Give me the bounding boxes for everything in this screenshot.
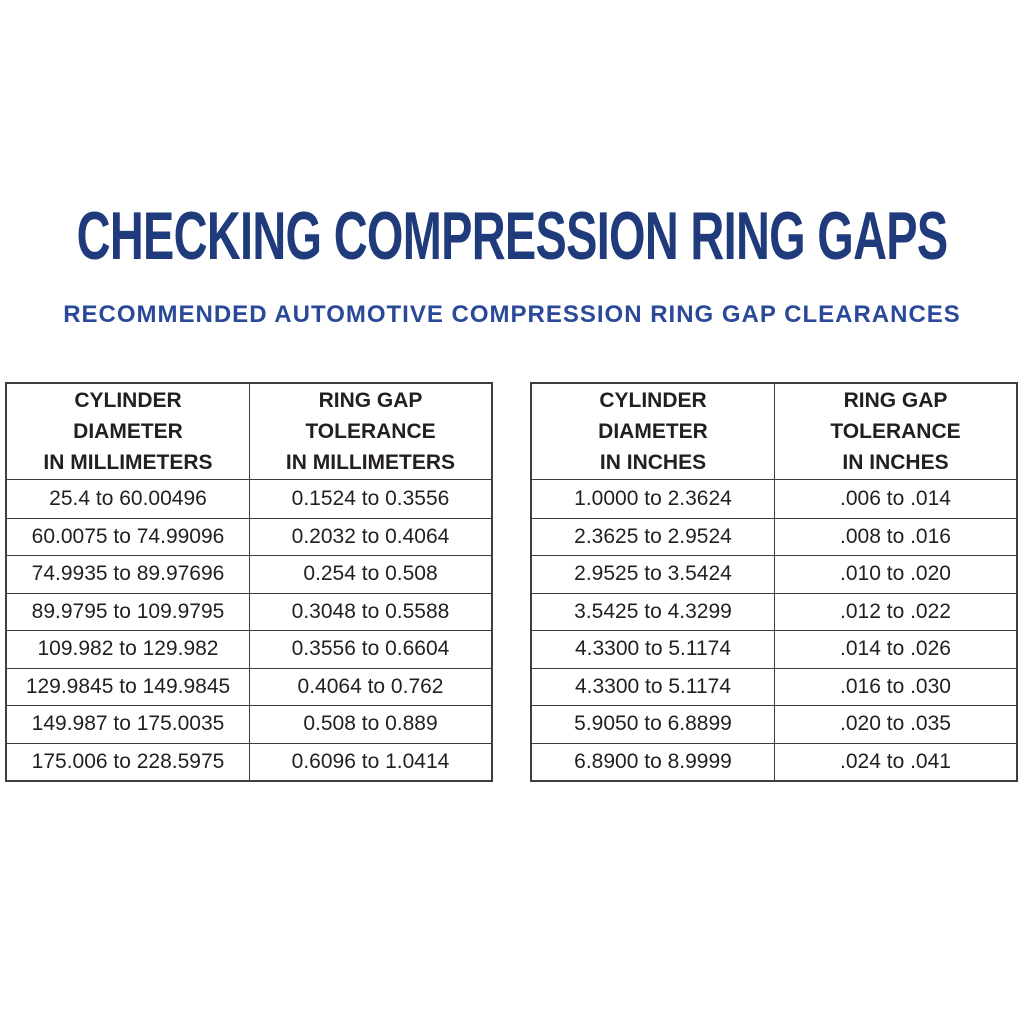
table-cell: 0.2032 to 0.4064 xyxy=(249,519,491,556)
table-cell: 60.0075 to 74.99096 xyxy=(31,524,225,548)
table-cell: 74.9935 to 89.97696 xyxy=(31,562,225,586)
table-row xyxy=(532,480,1016,518)
table-cell: 2.9525 to 3.5424 xyxy=(574,562,732,586)
table-cell: .016 to .030 xyxy=(774,669,1016,706)
header-line: IN MILLIMETERS xyxy=(285,451,456,474)
header-line: IN INCHES xyxy=(599,451,707,474)
table-cell: 149.987 to 175.0035 xyxy=(31,712,225,736)
header-line: CYLINDER xyxy=(74,389,182,412)
table-cell: 0.254 to 0.508 xyxy=(249,556,491,593)
table-cell: 0.3048 to 0.5588 xyxy=(249,594,491,631)
table-cell: 89.9795 to 109.9795 xyxy=(31,599,225,623)
table-row xyxy=(532,630,1016,668)
table-row xyxy=(7,480,491,518)
table-inches-body xyxy=(532,480,1016,780)
table-cell: 0.508 to 0.889 xyxy=(249,706,491,743)
header-line: TOLERANCE xyxy=(830,420,961,443)
table-cell: 4.3300 to 5.1174 xyxy=(574,637,732,661)
table-cell: 109.982 to 129.982 xyxy=(37,637,219,661)
table-row xyxy=(7,705,491,743)
table-cell: 3.5425 to 4.3299 xyxy=(574,599,732,623)
table-cell: 5.9050 to 6.8899 xyxy=(574,712,732,736)
table-cell: 0.6096 to 1.0414 xyxy=(249,744,491,781)
column-header-ring-gap-tolerance-mm xyxy=(249,384,491,479)
table-inches-header-row xyxy=(532,384,1016,480)
table-cell: 0.1524 to 0.3556 xyxy=(249,480,491,518)
table-row xyxy=(532,705,1016,743)
table-cell: 175.006 to 228.5975 xyxy=(31,749,225,773)
column-header-cylinder-diameter-mm xyxy=(7,384,249,479)
table-cell: .010 to .020 xyxy=(774,556,1016,593)
table-cell: 6.8900 to 8.9999 xyxy=(574,749,732,773)
header-line: RING GAP xyxy=(318,389,423,412)
column-header-ring-gap-tolerance-in xyxy=(774,384,1016,479)
table-row xyxy=(532,743,1016,781)
header-line: IN INCHES xyxy=(842,451,949,474)
table-inches xyxy=(530,382,1018,782)
table-cell: 0.4064 to 0.762 xyxy=(249,669,491,706)
table-cell: 1.0000 to 2.3624 xyxy=(574,486,732,510)
table-cell: 0.3556 to 0.6604 xyxy=(249,631,491,668)
table-cell: .020 to .035 xyxy=(774,706,1016,743)
table-row xyxy=(7,593,491,631)
table-millimeters-header-row xyxy=(7,384,491,480)
table-cell: 25.4 to 60.00496 xyxy=(49,486,207,510)
table-row xyxy=(532,593,1016,631)
page-title xyxy=(0,197,1024,275)
table-cell: 4.3300 to 5.1174 xyxy=(574,674,732,698)
header-line: DIAMETER xyxy=(598,420,708,443)
header-line: DIAMETER xyxy=(73,420,183,443)
table-cell: .012 to .022 xyxy=(774,594,1016,631)
table-millimeters-body xyxy=(7,480,491,780)
table-row xyxy=(7,518,491,556)
header-line: CYLINDER xyxy=(599,389,707,412)
table-cell: .006 to .014 xyxy=(774,480,1016,518)
column-header-cylinder-diameter-in xyxy=(532,384,774,479)
header-line: IN MILLIMETERS xyxy=(43,451,213,474)
table-row xyxy=(7,555,491,593)
table-cell: 2.3625 to 2.9524 xyxy=(574,524,732,548)
table-cell: .024 to .041 xyxy=(774,744,1016,781)
table-row xyxy=(7,630,491,668)
header-line: TOLERANCE xyxy=(305,420,436,443)
table-row xyxy=(532,518,1016,556)
table-row xyxy=(7,668,491,706)
table-millimeters xyxy=(5,382,493,782)
table-row xyxy=(532,668,1016,706)
table-row xyxy=(7,743,491,781)
table-cell: .008 to .016 xyxy=(774,519,1016,556)
header-line: RING GAP xyxy=(843,389,948,412)
page-title-text: CHECKING COMPRESSION RING GAPS xyxy=(76,198,948,274)
table-row xyxy=(532,555,1016,593)
page-subtitle: RECOMMENDED AUTOMOTIVE COMPRESSION RING GAP CLEARANCES xyxy=(63,301,961,328)
table-cell: 129.9845 to 149.9845 xyxy=(25,674,231,698)
table-cell: .014 to .026 xyxy=(774,631,1016,668)
